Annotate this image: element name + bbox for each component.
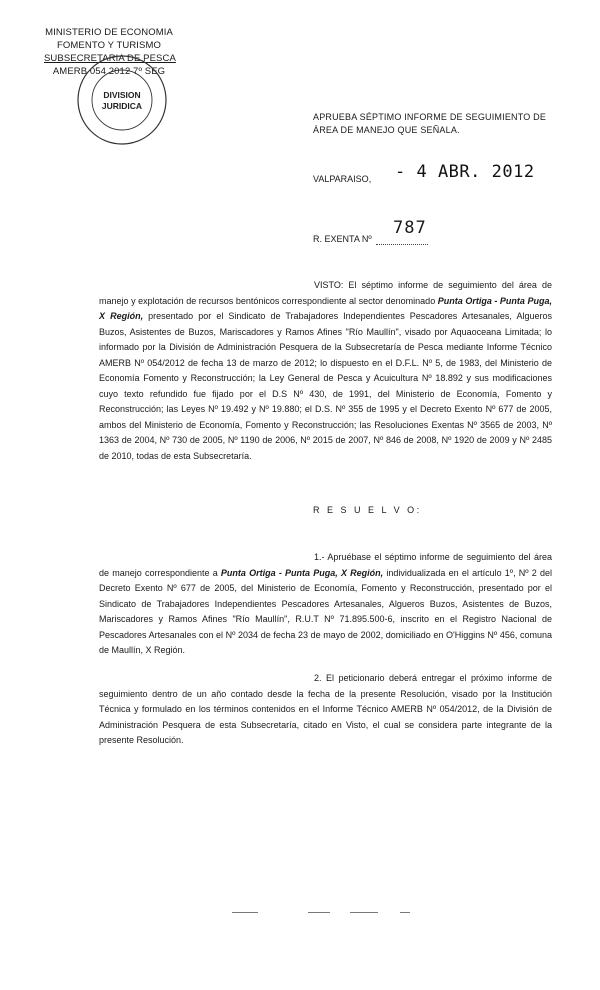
footer-mark-4 [400, 912, 410, 913]
article-2-text: 2. El peticionario deberá entregar el próximo informe de seguimiento dentro de un año contado desde la fecha de la presente Resolución, visado por la Institución Técnica y formulado en los términos contenidos en el Informe Técnico AMERB Nº 054/2012, de la División de Administración Pesquera de esta Subsecretaría, citado en Visto, el cual se considera parte integrante de la presente Resolución. [99, 673, 552, 745]
footer-marks [232, 912, 432, 916]
visto-text: VISTO: El séptimo informe de seguimiento del área de manejo y explotación de recursos bentónicos correspondiente al sector denominado [99, 280, 552, 306]
date-stamp: - 4 ABR. 2012 [395, 162, 535, 182]
article-1 [99, 550, 552, 659]
header-line-fomento: FOMENTO Y TURISMO [57, 40, 161, 51]
article-2 [99, 671, 552, 749]
division-juridica-stamp [72, 50, 172, 150]
footer-mark-3 [350, 912, 378, 913]
number-underline [376, 244, 428, 245]
visto-paragraph [99, 278, 552, 464]
header-line-ministry: MINISTERIO DE ECONOMIA [45, 27, 173, 38]
resolution-number [313, 218, 463, 246]
header-line-reference: AMERB 054 2012 7º SEG [52, 66, 166, 77]
visto-place: Punta Ortiga - Punta Puga, X Región, [99, 295, 552, 321]
resolution-number-label: R. EXENTA Nº [313, 234, 372, 244]
header-line-subsecretaria: SUBSECRETARIA DE PESCA [44, 53, 176, 64]
stamp-line-1: DIVISION [103, 90, 141, 100]
footer-mark-2 [308, 912, 330, 913]
article-1-text-b: individualizada en el artículo 1º, Nº 2 del Decreto Exento Nº 677 de 2005, del Ministerio de Economía, Fomento y Reconstrucción, presentado por el Sindicato de Trabajadores Independientes Pescadores Artesanales, Algueros Buzos, Asistentes de Buzos, Mariscadores y Ramos Afines "Río Maullín", R.U.T Nº 71.895.500-6, inscrito en el Registro Nacional de Pescadores Artesanales con el Nº 2034 de fecha 23 de mayo de 2002, domiciliado en O'Higgins Nº 456, comuna de Maullín, X Región. [99, 567, 552, 655]
article-1-place: Punta Ortiga - Punta Puga, X Región, [220, 567, 384, 578]
document-subject: APRUEBA SÉPTIMO INFORME DE SEGUIMIENTO DE ÁREA DE MANEJO QUE SEÑALA. [313, 112, 547, 135]
footer-mark-1 [232, 912, 258, 913]
stamp-line-2: JURIDICA [101, 101, 143, 111]
visto-rest: presentado por el Sindicato de Trabajadores Independientes Pescadores Artesanales, Algueros Buzos, Asistentes de Buzos, Mariscadores y Ramos Afines "Río Maullín", visado por Aquaoceana Limitada; lo informado por la División de Administración Pesquera de la Subsecretaría de Pesca mediante Informe Técnico AMERB Nº 054/2012 de fecha 13 de marzo de 2012; lo dispuesto en el D.F.L. Nº 5, de 1983, del Ministerio de Economía Fomento y Reconstrucción; la Ley General de Pesca y Acuicultura Nº 18.892 y sus modificaciones cuyo texto refundido fue fijado por el D.S Nº 430, de 1991, del Ministerio de Economía, Fomento y Reconstrucción; las Leyes Nº 19.492 y Nº 19.880; el D.S. Nº 355 de 1995 y el Decreto Exento Nº 677 de 2005, ambos del Ministerio de Economía, Fomento y Reconstrucción; las Resoluciones Exentas Nº 3565 de 2003, Nº 1363 de 2004, Nº 730 de 2005, Nº 1190 de 2006, Nº 2015 de 2007, Nº 846 de 2008, Nº 1920 de 2009 y Nº 2485 de 2010, todas de esta Subsecretaría. [99, 311, 552, 461]
article-1-text-a: 1.- Apruébase el séptimo informe de seguimiento del área de manejo correspondiente a [99, 552, 552, 578]
place-and-date [313, 162, 573, 186]
place-label: VALPARAISO, [313, 174, 372, 184]
resuelvo-heading: R E S U E L V O: [313, 505, 422, 515]
resolution-number-value: 787 [393, 218, 427, 238]
